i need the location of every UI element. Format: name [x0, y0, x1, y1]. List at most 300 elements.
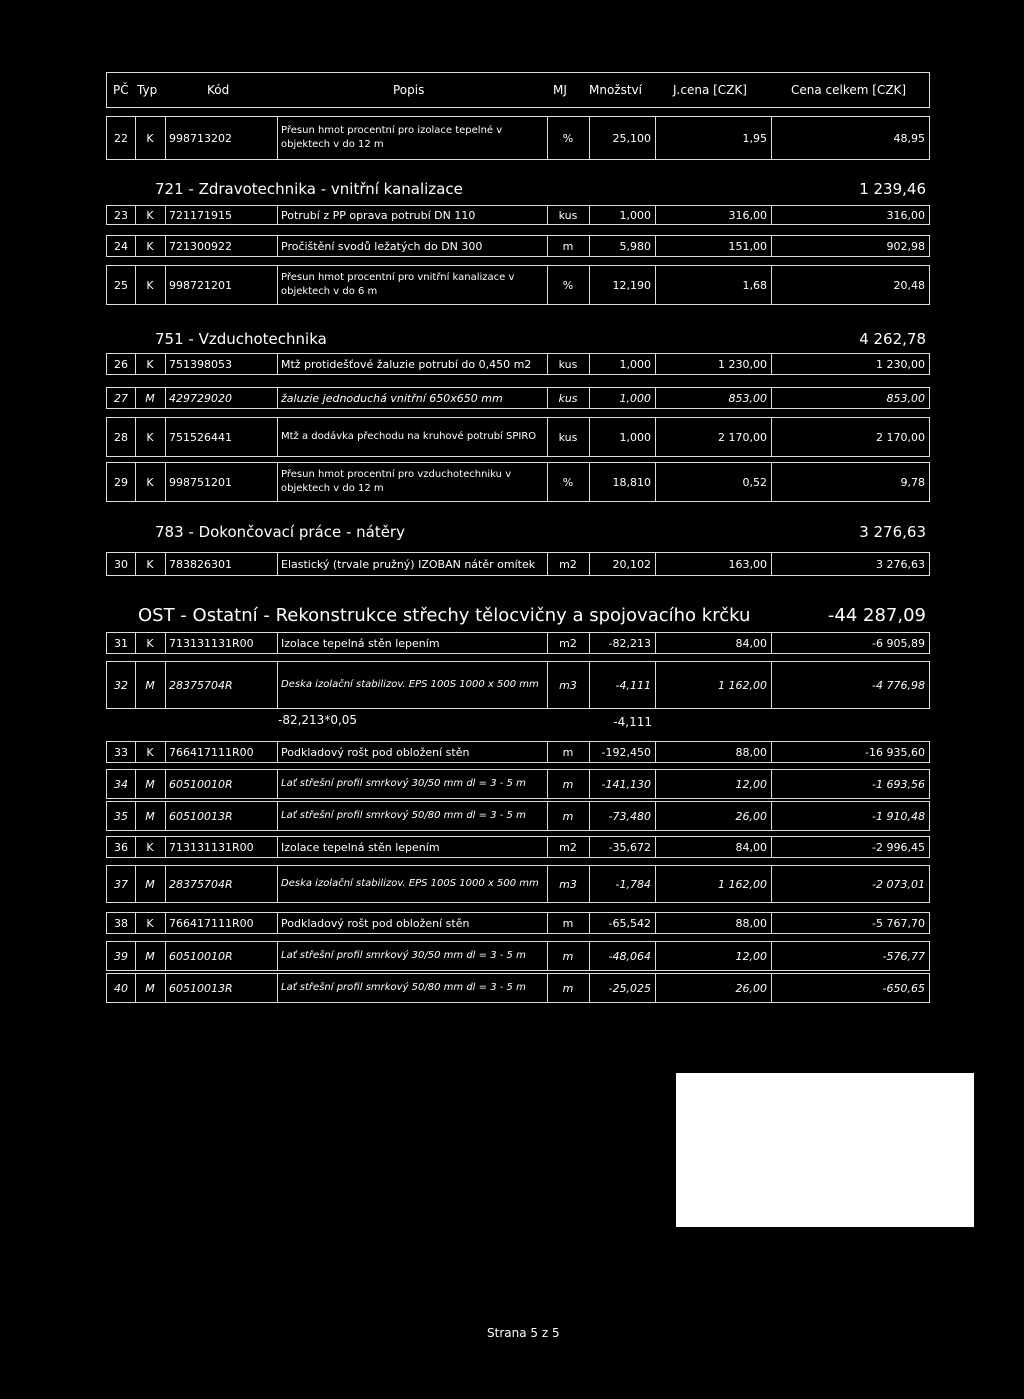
column-divider: [771, 553, 772, 575]
cell-typ: K: [146, 239, 154, 253]
column-divider: [165, 236, 166, 256]
column-divider: [547, 802, 548, 830]
cell-typ: M: [145, 391, 155, 405]
column-divider: [547, 354, 548, 374]
column-divider: [547, 553, 548, 575]
cell-pc: 27: [114, 391, 128, 405]
cell-mj: m2: [559, 557, 577, 571]
cell-popis: Deska izolační stabilizov. EPS 100S 1000 x 500 mm: [281, 679, 539, 690]
column-divider: [771, 837, 772, 857]
cell-mj: m: [562, 916, 574, 930]
column-divider: [135, 770, 136, 798]
section-total-ost: -44 287,09: [827, 605, 926, 626]
column-divider: [655, 206, 656, 224]
cell-kod: 28375704R: [169, 678, 233, 692]
section-title-751: 751 - Vzduchotechnika: [155, 330, 327, 348]
column-divider: [135, 354, 136, 374]
cell-pc: 31: [114, 636, 128, 650]
column-divider: [135, 388, 136, 408]
column-divider: [771, 633, 772, 653]
cell-jc: 163,00: [728, 557, 767, 571]
table-row: [106, 912, 930, 934]
column-divider: [277, 117, 278, 159]
cell-mn: 1,000: [619, 208, 651, 222]
column-divider: [771, 742, 772, 762]
cell-pc: 29: [114, 475, 128, 489]
cell-mn: -25,025: [608, 981, 651, 995]
column-divider: [547, 866, 548, 902]
column-divider: [547, 770, 548, 798]
cell-jc: 26,00: [735, 981, 767, 995]
column-divider: [655, 117, 656, 159]
column-divider: [589, 354, 590, 374]
table-row: [106, 552, 930, 576]
column-divider: [655, 633, 656, 653]
column-divider: [277, 463, 278, 501]
column-divider: [277, 770, 278, 798]
column-divider: [589, 553, 590, 575]
cell-kod: 429729020: [169, 391, 232, 405]
column-divider: [165, 802, 166, 830]
column-divider: [277, 553, 278, 575]
table-row: [106, 741, 930, 763]
column-divider: [589, 974, 590, 1002]
column-divider: [589, 117, 590, 159]
column-divider: [547, 206, 548, 224]
column-divider: [277, 913, 278, 933]
column-divider: [277, 802, 278, 830]
column-divider: [165, 117, 166, 159]
cell-kod: 721300922: [169, 239, 232, 253]
column-divider: [547, 837, 548, 857]
header-celkem: Cena celkem [CZK]: [791, 83, 907, 97]
column-divider: [277, 266, 278, 304]
section-total-751: 4 262,78: [859, 330, 926, 348]
column-divider: [165, 974, 166, 1002]
column-divider: [277, 942, 278, 970]
column-divider: [165, 866, 166, 902]
cell-kod: 751398053: [169, 357, 232, 371]
cell-kod: 60510013R: [169, 809, 233, 823]
cell-popis: Podkladový rošt pod obložení stěn: [281, 916, 470, 930]
column-divider: [277, 388, 278, 408]
cell-mj: kus: [558, 208, 578, 222]
table-row: [106, 769, 930, 799]
cell-mn: 12,190: [612, 278, 651, 292]
column-divider: [165, 266, 166, 304]
cell-cc: -4 776,98: [872, 678, 925, 692]
column-divider: [771, 942, 772, 970]
cell-typ: M: [145, 877, 155, 891]
cell-jc: 316,00: [728, 208, 767, 222]
column-divider: [135, 117, 136, 159]
column-divider: [135, 266, 136, 304]
column-divider: [589, 418, 590, 456]
cell-jc: 0,52: [742, 475, 767, 489]
cell-jc: 151,00: [728, 239, 767, 253]
cell-cc: -16 935,60: [865, 745, 925, 759]
cell-pc: 23: [114, 208, 128, 222]
cell-popis: Přesun hmot procentní pro vnitřní kanalizace v objektech v do 6 m: [281, 272, 515, 297]
cell-jc: 1 162,00: [718, 678, 767, 692]
column-divider: [135, 418, 136, 456]
column-divider: [589, 942, 590, 970]
cell-popis: Lať střešní profil smrkový 30/50 mm dl = 3 - 5 m: [281, 950, 526, 961]
cell-mn: -4,111: [615, 678, 651, 692]
cell-kod: 998721201: [169, 278, 232, 292]
column-divider: [165, 388, 166, 408]
column-divider: [547, 418, 548, 456]
column-divider: [655, 418, 656, 456]
cell-kod: 783826301: [169, 557, 232, 571]
cell-cc: 316,00: [886, 208, 925, 222]
cell-cc: 3 276,63: [876, 557, 925, 571]
column-divider: [655, 662, 656, 708]
cell-kod: 713131131R00: [169, 636, 254, 650]
formula-expression: -82,213*0,05: [278, 713, 358, 727]
cell-kod: 60510010R: [169, 949, 233, 963]
cell-mj: kus: [558, 391, 578, 405]
column-divider: [771, 236, 772, 256]
column-divider: [165, 770, 166, 798]
column-divider: [771, 354, 772, 374]
column-divider: [165, 942, 166, 970]
cell-mj: m: [562, 777, 574, 791]
cell-jc: 12,00: [735, 949, 767, 963]
cell-pc: 22: [114, 131, 128, 145]
table-row: [106, 973, 930, 1003]
cell-cc: -576,77: [882, 949, 925, 963]
cell-popis: Pročištění svodů ležatých do DN 300: [281, 239, 483, 253]
table-row: [106, 417, 930, 457]
cell-mn: -192,450: [601, 745, 651, 759]
column-divider: [589, 206, 590, 224]
column-divider: [277, 633, 278, 653]
column-divider: [771, 418, 772, 456]
cell-cc: 2 170,00: [876, 430, 925, 444]
column-divider: [589, 742, 590, 762]
column-divider: [655, 913, 656, 933]
column-divider: [589, 236, 590, 256]
cell-jc: 12,00: [735, 777, 767, 791]
table-row: [106, 235, 930, 257]
table-row: [106, 353, 930, 375]
cell-popis: Izolace tepelná stěn lepením: [281, 636, 440, 650]
column-divider: [277, 236, 278, 256]
column-divider: [277, 974, 278, 1002]
cell-mn: 1,000: [619, 391, 651, 405]
column-divider: [135, 837, 136, 857]
cell-typ: K: [146, 475, 154, 489]
column-divider: [547, 742, 548, 762]
cell-typ: M: [145, 981, 155, 995]
column-divider: [135, 236, 136, 256]
cell-popis: žaluzie jednoduchá vnitřní 650x650 mm: [281, 391, 503, 405]
column-divider: [655, 266, 656, 304]
column-divider: [655, 866, 656, 902]
table-row: [106, 865, 930, 903]
column-divider: [165, 463, 166, 501]
column-divider: [547, 236, 548, 256]
cell-jc: 853,00: [728, 391, 767, 405]
column-divider: [655, 974, 656, 1002]
column-divider: [589, 770, 590, 798]
column-divider: [277, 866, 278, 902]
cell-pc: 25: [114, 278, 128, 292]
formula-value: -4,111: [613, 715, 652, 729]
column-divider: [135, 633, 136, 653]
cell-pc: 32: [114, 678, 128, 692]
section-total-721: 1 239,46: [859, 180, 926, 198]
column-divider: [135, 742, 136, 762]
cell-pc: 36: [114, 840, 128, 854]
cell-mj: m: [562, 745, 574, 759]
cell-jc: 1 162,00: [718, 877, 767, 891]
cell-mj: m2: [559, 636, 577, 650]
column-divider: [135, 866, 136, 902]
header-popis: Popis: [393, 83, 425, 97]
table-row: [106, 205, 930, 225]
cell-mj: %: [562, 278, 574, 292]
cell-pc: 34: [114, 777, 128, 791]
cell-mn: 25,100: [612, 131, 651, 145]
cell-mj: m: [562, 949, 574, 963]
cell-typ: K: [146, 131, 154, 145]
column-divider: [655, 770, 656, 798]
cell-jc: 88,00: [735, 916, 767, 930]
table-header: [106, 72, 930, 108]
cell-pc: 26: [114, 357, 128, 371]
cell-mn: -82,213: [608, 636, 651, 650]
cell-cc: 1 230,00: [876, 357, 925, 371]
column-divider: [655, 388, 656, 408]
column-divider: [589, 633, 590, 653]
column-divider: [771, 266, 772, 304]
cell-cc: -1 693,56: [872, 777, 925, 791]
cell-typ: K: [146, 357, 154, 371]
cell-kod: 28375704R: [169, 877, 233, 891]
column-divider: [135, 942, 136, 970]
column-divider: [771, 913, 772, 933]
cell-kod: 721171915: [169, 208, 232, 222]
column-divider: [771, 802, 772, 830]
cell-popis: Lať střešní profil smrkový 50/80 mm dl = 3 - 5 m: [281, 810, 526, 821]
cell-kod: 998713202: [169, 131, 232, 145]
column-divider: [547, 974, 548, 1002]
column-divider: [165, 662, 166, 708]
column-divider: [589, 463, 590, 501]
cell-typ: K: [146, 208, 154, 222]
cell-popis: Izolace tepelná stěn lepením: [281, 840, 440, 854]
column-divider: [771, 117, 772, 159]
redaction-box: [676, 1073, 974, 1227]
column-divider: [547, 633, 548, 653]
column-divider: [547, 388, 548, 408]
cell-mn: -1,784: [615, 877, 651, 891]
cell-jc: 1,95: [742, 131, 767, 145]
cell-typ: K: [146, 745, 154, 759]
table-row: [106, 116, 930, 160]
cell-pc: 33: [114, 745, 128, 759]
cell-mn: -35,672: [608, 840, 651, 854]
cell-popis: Elastický (trvale pružný) IZOBAN nátěr omítek: [281, 557, 536, 571]
cell-mj: kus: [558, 430, 578, 444]
cell-typ: K: [146, 916, 154, 930]
column-divider: [655, 942, 656, 970]
column-divider: [547, 266, 548, 304]
column-divider: [165, 837, 166, 857]
cell-mj: m: [562, 981, 574, 995]
column-divider: [589, 913, 590, 933]
column-divider: [547, 117, 548, 159]
cell-kod: 713131131R00: [169, 840, 254, 854]
cell-mj: %: [562, 131, 574, 145]
cell-popis: Mtž a dodávka přechodu na kruhové potrubí SPIRO: [281, 431, 537, 442]
column-divider: [135, 662, 136, 708]
cell-pc: 37: [114, 877, 128, 891]
section-title-ost: OST - Ostatní - Rekonstrukce střechy tělocvičny a spojovacího krčku: [138, 605, 751, 626]
cell-mj: m3: [559, 678, 577, 692]
cell-cc: -2 073,01: [872, 877, 925, 891]
cell-cc: 48,95: [893, 131, 925, 145]
column-divider: [655, 463, 656, 501]
column-divider: [165, 206, 166, 224]
cell-typ: M: [145, 678, 155, 692]
section-total-783: 3 276,63: [859, 523, 926, 541]
column-divider: [135, 913, 136, 933]
cell-cc: 20,48: [893, 278, 925, 292]
cell-popis: Mtž protidešťové žaluzie potrubí do 0,450 m2: [281, 357, 532, 371]
cell-jc: 26,00: [735, 809, 767, 823]
cell-mn: 20,102: [612, 557, 651, 571]
cell-popis: Podkladový rošt pod obložení stěn: [281, 745, 470, 759]
cell-typ: K: [146, 636, 154, 650]
column-divider: [165, 742, 166, 762]
column-divider: [589, 802, 590, 830]
cell-mn: 5,980: [619, 239, 651, 253]
column-divider: [771, 388, 772, 408]
table-row: [106, 941, 930, 971]
cell-cc: -5 767,70: [872, 916, 925, 930]
header-jcena: J.cena [CZK]: [673, 83, 747, 97]
cell-cc: -650,65: [882, 981, 925, 995]
cell-jc: 1 230,00: [718, 357, 767, 371]
cell-popis: Přesun hmot procentní pro izolace tepelné v objektech v do 12 m: [281, 125, 503, 150]
cell-mn: 18,810: [612, 475, 651, 489]
header-kod: Kód: [207, 83, 230, 97]
column-divider: [277, 742, 278, 762]
cell-kod: 751526441: [169, 430, 232, 444]
column-divider: [277, 837, 278, 857]
cell-pc: 24: [114, 239, 128, 253]
column-divider: [135, 802, 136, 830]
header-pc: PČ: [113, 83, 129, 97]
cell-pc: 38: [114, 916, 128, 930]
cell-popis: Potrubí z PP oprava potrubí DN 110: [281, 208, 476, 222]
header-mj: MJ: [553, 83, 567, 97]
cell-popis: Přesun hmot procentní pro vzduchotechniku v objektech v do 12 m: [281, 469, 512, 494]
page-number: Strana 5 z 5: [487, 1326, 560, 1340]
cell-mn: 1,000: [619, 357, 651, 371]
cell-jc: 2 170,00: [718, 430, 767, 444]
cell-mn: -73,480: [608, 809, 651, 823]
cell-mn: -141,130: [601, 777, 651, 791]
cell-kod: 998751201: [169, 475, 232, 489]
column-divider: [165, 913, 166, 933]
column-divider: [135, 206, 136, 224]
column-divider: [277, 206, 278, 224]
column-divider: [135, 553, 136, 575]
cell-mj: m: [562, 809, 574, 823]
column-divider: [771, 770, 772, 798]
cell-cc: 853,00: [886, 391, 925, 405]
column-divider: [771, 974, 772, 1002]
column-divider: [165, 633, 166, 653]
cell-typ: M: [145, 949, 155, 963]
cell-pc: 28: [114, 430, 128, 444]
header-typ: Typ: [137, 83, 158, 97]
column-divider: [277, 418, 278, 456]
column-divider: [589, 388, 590, 408]
cell-pc: 40: [114, 981, 128, 995]
cell-pc: 39: [114, 949, 128, 963]
cell-mj: %: [562, 475, 574, 489]
column-divider: [771, 463, 772, 501]
cell-cc: -6 905,89: [872, 636, 925, 650]
cell-mj: m2: [559, 840, 577, 854]
cell-typ: M: [145, 777, 155, 791]
column-divider: [135, 974, 136, 1002]
cell-pc: 30: [114, 557, 128, 571]
cell-typ: K: [146, 430, 154, 444]
cell-mn: 1,000: [619, 430, 651, 444]
cell-typ: K: [146, 557, 154, 571]
column-divider: [771, 866, 772, 902]
column-divider: [771, 662, 772, 708]
column-divider: [655, 236, 656, 256]
table-row: [106, 836, 930, 858]
header-mnozstvi: Množství: [589, 83, 642, 97]
cell-mj: m: [562, 239, 574, 253]
section-title-783: 783 - Dokončovací práce - nátěry: [155, 523, 405, 541]
table-row: [106, 632, 930, 654]
column-divider: [589, 662, 590, 708]
cell-mn: -65,542: [608, 916, 651, 930]
cell-cc: 902,98: [886, 239, 925, 253]
column-divider: [589, 866, 590, 902]
column-divider: [589, 266, 590, 304]
cell-kod: 766417111R00: [169, 745, 254, 759]
cell-kod: 60510013R: [169, 981, 233, 995]
column-divider: [165, 553, 166, 575]
cell-jc: 84,00: [735, 636, 767, 650]
table-row: [106, 801, 930, 831]
cell-typ: K: [146, 278, 154, 292]
column-divider: [547, 913, 548, 933]
column-divider: [655, 354, 656, 374]
cell-pc: 35: [114, 809, 128, 823]
cell-jc: 84,00: [735, 840, 767, 854]
cell-jc: 88,00: [735, 745, 767, 759]
column-divider: [655, 802, 656, 830]
column-divider: [165, 354, 166, 374]
column-divider: [589, 837, 590, 857]
column-divider: [547, 942, 548, 970]
cell-kod: 60510010R: [169, 777, 233, 791]
column-divider: [655, 742, 656, 762]
cell-typ: M: [145, 809, 155, 823]
cell-popis: Lať střešní profil smrkový 30/50 mm dl = 3 - 5 m: [281, 778, 526, 789]
